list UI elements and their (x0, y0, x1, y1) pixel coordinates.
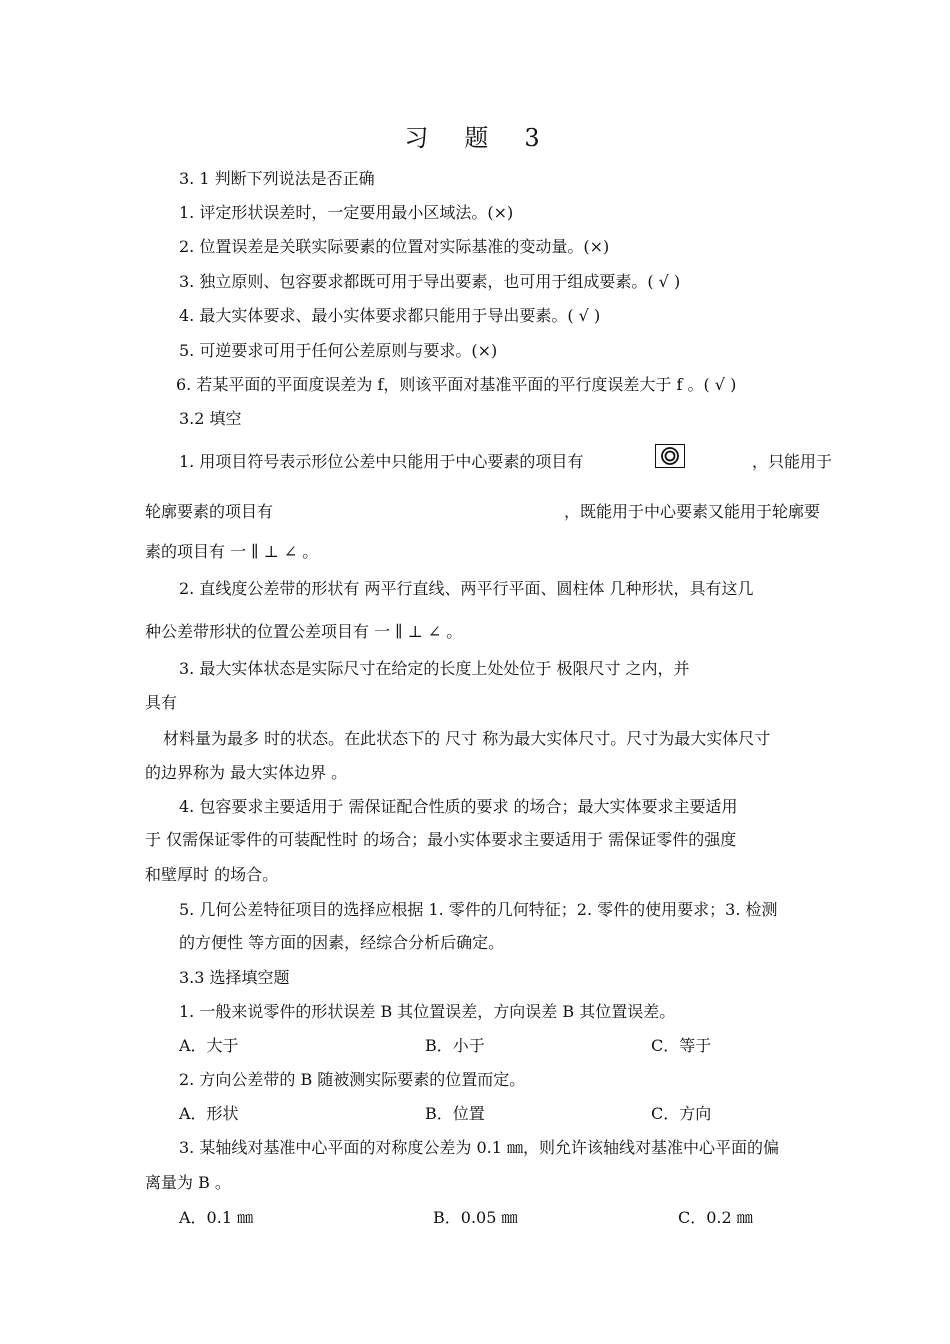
choice-q1-option-c: C．等于 (651, 1036, 712, 1055)
fill-q1-text-e: 素的项目有 一 ∥ ⊥ ∠ 。 (145, 542, 319, 561)
fill-q1-text-a: 1. 用项目符号表示形位公差中只能用于中心要素的项目有 (179, 452, 584, 471)
section-3-2-heading: 3.2 填空 (179, 409, 242, 428)
fill-q1-line1 (179, 451, 583, 473)
choice-q3-option-c: C．0.2 ㎜ (678, 1208, 753, 1227)
fill-q2-line1: 2. 直线度公差带的形状有 两平行直线、两平行平面、圆柱体 几种形状，具有这几 (179, 579, 754, 598)
choice-q2-option-c: C．方向 (651, 1104, 712, 1123)
fill-q2-line2: 种公差带形状的位置公差项目有 一 ∥ ⊥ ∠ 。 (145, 622, 463, 641)
choice-q2-option-b: B．位置 (425, 1104, 485, 1123)
fill-q4-line2: 于 仅需保证零件的可装配性时 的场合；最小实体要求主要适用于 需保证零件的强度 (145, 830, 737, 849)
choice-q3-line2: 离量为 B 。 (145, 1173, 231, 1192)
choice-q2-option-a: A．形状 (179, 1104, 239, 1123)
fill-q5-line1: 5. 几何公差特征项目的选择应根据 1. 零件的几何特征；2. 零件的使用要求；3. 检测 (179, 900, 778, 919)
judge-item-6: 6. 若某平面的平面度误差为 f，则该平面对基准平面的平行度误差大于 f 。( √ ) (176, 375, 737, 394)
fill-q1-text-b: ，只能用于 (752, 452, 833, 471)
choice-q2: 2. 方向公差带的 B 随被测实际要素的位置而定。 (179, 1070, 526, 1089)
choice-q3-option-b: B．0.05 ㎜ (433, 1208, 518, 1227)
judge-item-4: 4. 最大实体要求、最小实体要求都只能用于导出要素。( √ ) (179, 306, 601, 325)
choice-q1-option-a: A．大于 (179, 1036, 239, 1055)
fill-q3-line1: 3. 最大实体状态是实际尺寸在给定的长度上处处位于 极限尺寸 之内，并 (179, 659, 690, 678)
section-3-1-heading: 3. 1 判断下列说法是否正确 (179, 169, 375, 188)
choice-q3-option-a: A．0.1 ㎜ (179, 1208, 254, 1227)
page-title: 习 题 3 (404, 124, 546, 152)
fill-q3-line4: 的边界称为 最大实体边界 。 (145, 763, 348, 782)
fill-q3-line3: 材料量为最多 时的状态。在此状态下的 尺寸 称为最大实体尺寸。尺寸为最大实体尺寸 (163, 729, 771, 748)
choice-q3-line1: 3. 某轴线对基准中心平面的对称度公差为 0.1 ㎜，则允许该轴线对基准中心平面的偏 (179, 1138, 779, 1157)
fill-q5-line2: 的方便性 等方面的因素，经综合分析后确定。 (179, 933, 505, 952)
fill-q3-line2: 具有 (145, 693, 178, 712)
concentricity-icon (655, 444, 685, 468)
fill-q1-text-c: 轮廓要素的项目有 (145, 502, 274, 521)
judge-item-1: 1. 评定形状误差时，一定要用最小区域法。(×) (179, 203, 514, 222)
choice-q1-option-b: B．小于 (425, 1036, 485, 1055)
judge-item-5: 5. 可逆要求可用于任何公差原则与要求。(×) (179, 341, 498, 360)
judge-item-2: 2. 位置误差是关联实际要素的位置对实际基准的变动量。(×) (179, 237, 610, 256)
fill-q1-text-d: ，既能用于中心要素又能用于轮廓要 (564, 502, 821, 521)
choice-q1: 1. 一般来说零件的形状误差 B 其位置误差，方向误差 B 其位置误差。 (179, 1002, 676, 1021)
fill-q4-line1: 4. 包容要求主要适用于 需保证配合性质的要求 的场合；最大实体要求主要适用 (179, 797, 738, 816)
section-3-3-heading: 3.3 选择填空题 (179, 968, 290, 987)
fill-q4-line3: 和壁厚时 的场合。 (145, 865, 279, 884)
judge-item-3: 3. 独立原则、包容要求都既可用于导出要素，也可用于组成要素。( √ ) (179, 272, 681, 291)
